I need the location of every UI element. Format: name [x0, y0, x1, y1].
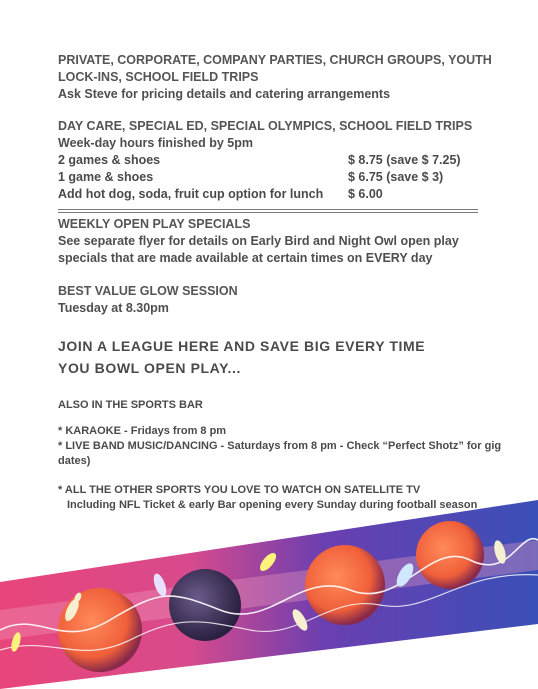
day-care-heading: DAY CARE, SPECIAL ED, SPECIAL OLYMPICS, SCHOOL FIELD TRIPS [58, 119, 473, 133]
group-events-detail: Ask Steve for pricing details and catering arrangements [58, 87, 391, 101]
league-promo [58, 335, 425, 379]
price-row [58, 152, 498, 169]
sports-bar-heading: ALSO IN THE SPORTS BAR [58, 399, 203, 411]
open-play-heading: WEEKLY OPEN PLAY SPECIALS [58, 217, 251, 231]
group-events-heading-2: LOCK-INS, SCHOOL FIELD TRIPS [58, 70, 259, 84]
live-band-item-1: * LIVE BAND MUSIC/DANCING - Saturdays from 8 pm - Check “Perfect Shotz” for gig [58, 440, 502, 452]
day-care-section [58, 118, 498, 203]
price-value: $ 6.75 (save $ 3) [348, 170, 444, 184]
divider-bottom [58, 212, 478, 213]
league-promo-line-2: YOU BOWL OPEN PLAY... [58, 360, 241, 376]
karaoke-item: * KARAOKE - Fridays from 8 pm [58, 425, 227, 437]
sports-tv-line-2: Including NFL Ticket & early Bar opening every Sunday during football season [67, 499, 478, 511]
price-item: 2 games & shoes [58, 153, 161, 167]
day-care-hours: Week-day hours finished by 5pm [58, 136, 253, 150]
divider-top [58, 209, 478, 210]
group-events-heading-1: PRIVATE, CORPORATE, COMPANY PARTIES, CHURCH GROUPS, YOUTH [58, 53, 492, 67]
sports-bar-events [58, 424, 501, 469]
open-play-line-2: specials that are made available at certain times on EVERY day [58, 251, 433, 265]
sports-tv-line-1: * ALL THE OTHER SPORTS YOU LOVE TO WATCH ON SATELLITE TV [58, 484, 421, 496]
bowling-ball-icon [416, 521, 484, 589]
glow-session-heading: BEST VALUE GLOW SESSION [58, 284, 238, 298]
open-play-line-1: See separate flyer for details on Early Bird and Night Owl open play [58, 234, 459, 248]
open-play-section [58, 216, 459, 267]
price-value: $ 6.00 [348, 187, 383, 201]
live-band-item-2: dates) [58, 455, 91, 467]
price-item: 1 game & shoes [58, 170, 154, 184]
bowling-ball-icon [58, 588, 142, 672]
price-row [58, 169, 498, 186]
group-events-section [58, 52, 492, 103]
price-value: $ 8.75 (save $ 7.25) [348, 153, 461, 167]
league-promo-line-1: JOIN A LEAGUE HERE AND SAVE BIG EVERY TIME [58, 338, 426, 354]
price-item: Add hot dog, soda, fruit cup option for lunch [58, 187, 324, 201]
glow-session-section [58, 283, 238, 317]
bowling-banner [0, 500, 538, 689]
glow-session-detail: Tuesday at 8.30pm [58, 301, 169, 315]
bowling-ball-icon [305, 545, 385, 625]
price-row [58, 186, 498, 203]
